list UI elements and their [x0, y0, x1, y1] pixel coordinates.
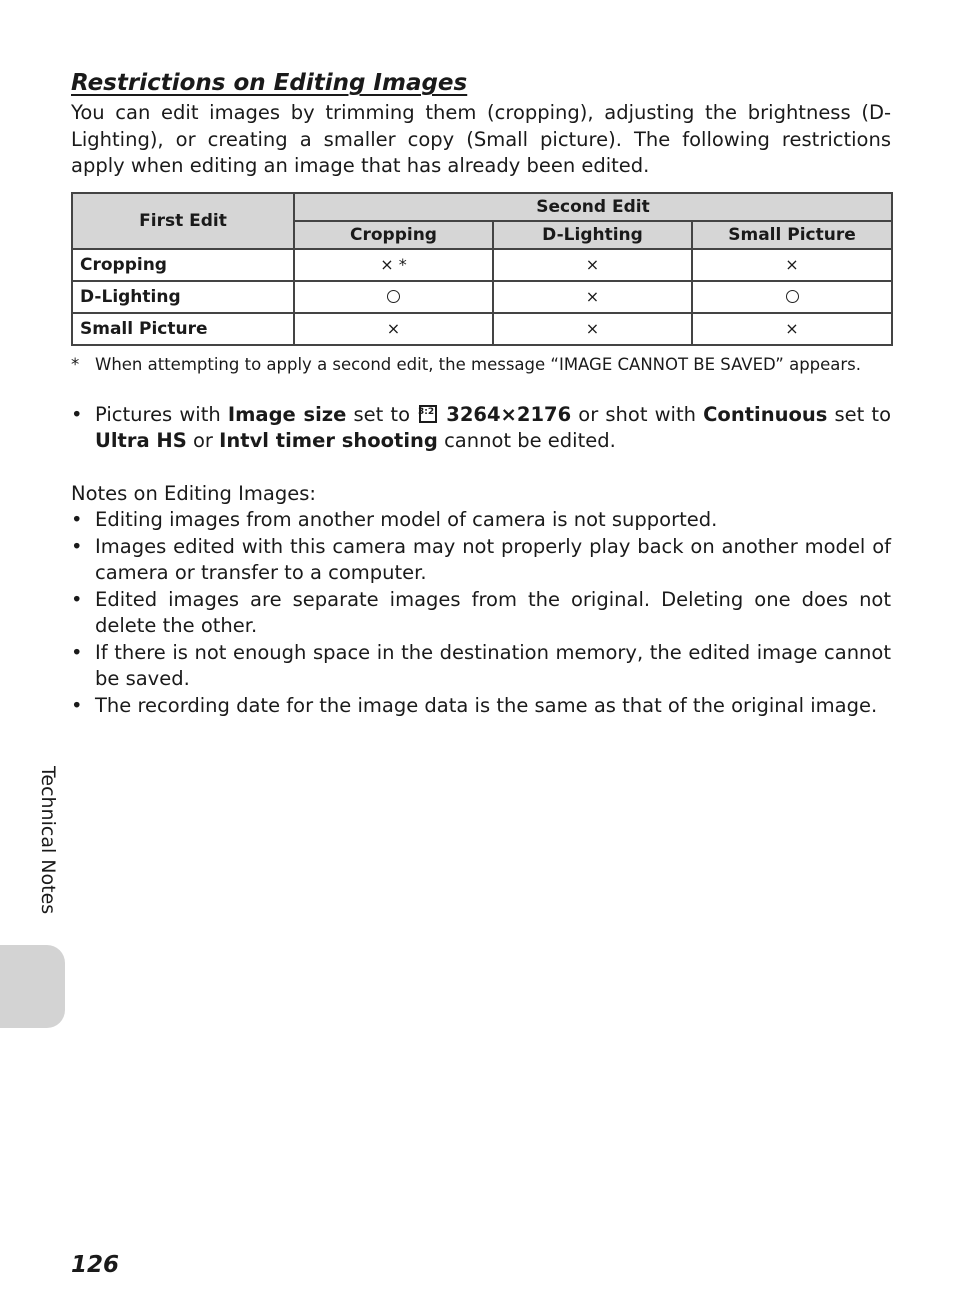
table-row-cropping	[72, 249, 892, 281]
list-item	[71, 693, 891, 720]
image-size-3-2-icon	[419, 405, 437, 423]
notes-bullet-list	[71, 507, 891, 719]
intro-paragraph: You can edit images by trimming them (cropping), adjusting the brightness (D-Lighting), or creating a smaller copy (Small picture). The following restrictions apply when editing an image that has already been edited.	[71, 101, 891, 177]
table-header-row	[72, 193, 892, 221]
restriction-bullet-list	[71, 402, 891, 455]
page-number: 126	[71, 1252, 120, 1278]
bold-term: Intvl timer shooting	[219, 429, 438, 452]
table-cell: × *	[294, 249, 493, 281]
icon-label: 3:2	[418, 406, 435, 417]
list-item	[71, 507, 891, 534]
note-text: The recording date for the image data is the same as that of the original image.	[95, 693, 878, 717]
table-cell: ×	[294, 313, 493, 345]
notes-title: Notes on Editing Images:	[71, 481, 316, 505]
bullet-point: •	[71, 402, 83, 426]
table-cell: ×	[692, 313, 892, 345]
bold-term: Image size	[227, 402, 347, 426]
note-text: If there is not enough space in the destination memory, the edited image cannot be saved.	[95, 640, 891, 690]
note-text: Edited images are separate images from the original. Deleting one does not delete the other.	[95, 587, 891, 637]
column-header-small-picture: Small Picture	[692, 221, 892, 249]
page-content	[71, 66, 891, 719]
section-side-tab	[0, 945, 65, 1028]
column-header-cropping: Cropping	[294, 221, 493, 249]
table-cell: ×	[493, 281, 692, 313]
table-cell: ×	[493, 249, 692, 281]
edit-restrictions-table	[71, 192, 893, 346]
text-run: cannot be edited.	[437, 429, 616, 452]
text-run: set to	[346, 402, 418, 426]
footnote-text: When attempting to apply a second edit, the message “IMAGE CANNOT BE SAVED” appears.	[95, 354, 862, 374]
section-side-label: Technical Notes	[37, 766, 59, 915]
section-heading: Restrictions on Editing Images	[71, 70, 468, 96]
bullet-point: •	[71, 508, 83, 531]
bold-term: 3264×2176	[446, 402, 572, 426]
circle-allowed-icon	[786, 290, 799, 303]
text-run: set to	[827, 402, 891, 426]
bullet-point: •	[71, 640, 83, 664]
second-edit-header: Second Edit	[294, 193, 892, 221]
footnote-marker: *	[71, 354, 80, 374]
note-text: Editing images from another model of camera is not supported.	[95, 508, 718, 531]
text-run: Pictures with	[95, 402, 228, 426]
list-item	[71, 640, 891, 693]
table-footnote	[71, 354, 891, 376]
table-row-small-picture	[72, 313, 892, 345]
table-cell: ×	[493, 313, 692, 345]
table-cell: ×	[692, 249, 892, 281]
table-row-d-lighting	[72, 281, 892, 313]
note-text: Images edited with this camera may not properly play back on another model of camera or transfer to a computer.	[95, 534, 891, 584]
row-label-cropping: Cropping	[72, 249, 294, 281]
circle-allowed-icon	[387, 290, 400, 303]
bold-term: Continuous	[703, 402, 828, 426]
first-edit-header: First Edit	[72, 193, 294, 249]
bullet-point: •	[71, 534, 83, 558]
bullet-point: •	[71, 587, 83, 611]
row-label-small-picture: Small Picture	[72, 313, 294, 345]
text-run: or	[186, 429, 220, 452]
bold-term: Ultra HS	[95, 429, 187, 452]
text-run: or shot with	[571, 402, 704, 426]
column-header-d-lighting: D-Lighting	[493, 221, 692, 249]
table-cell	[294, 281, 493, 313]
bullet-point: •	[71, 693, 83, 717]
row-label-d-lighting: D-Lighting	[72, 281, 294, 313]
list-item	[71, 402, 891, 455]
list-item	[71, 587, 891, 640]
table-cell	[692, 281, 892, 313]
list-item	[71, 534, 891, 587]
